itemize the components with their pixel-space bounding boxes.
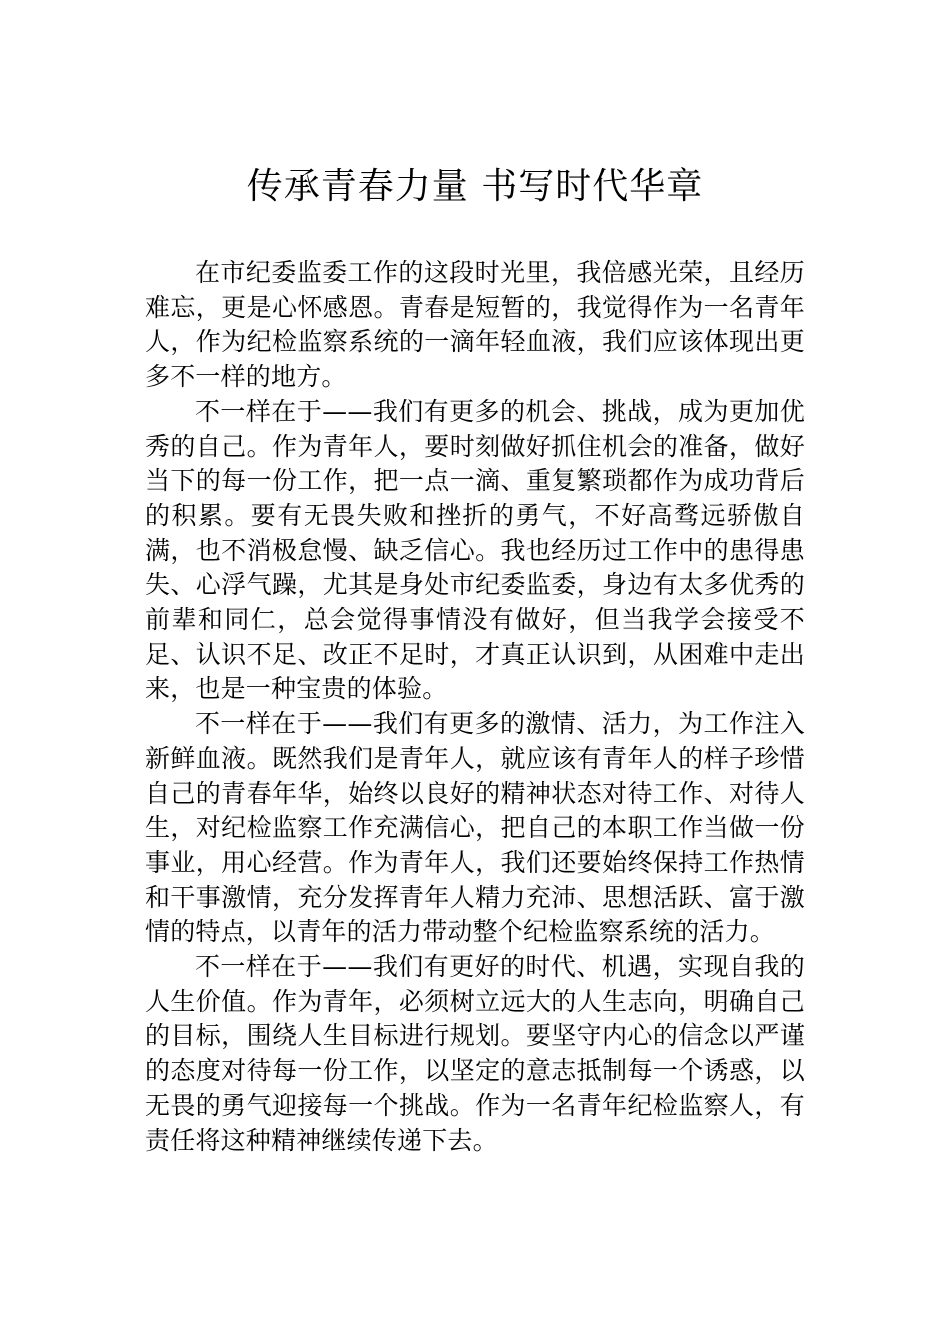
document-title: 传承青春力量 书写时代华章: [246, 166, 704, 207]
document-body: [145, 256, 805, 1158]
paragraph-4: 不一样在于——我们有更好的时代、机遇，实现自我的人生价值。作为青年，必须树立远大的人生志向，明确自己的目标，围绕人生目标进行规划。要坚守内心的信念以严谨的态度对待每一份工作，以坚定的意志抵制每一个诱惑，以无畏的勇气迎接每一个挑战。作为一名青年纪检监察人，有责任将这种精神继续传递下去。: [145, 952, 805, 1155]
paragraph-3: 不一样在于——我们有更多的激情、活力，为工作注入新鲜血液。既然我们是青年人，就应该有青年人的样子珍惜自己的青春年华，始终以良好的精神状态对待工作、对待人生，对纪检监察工作充满信心，把自己的本职工作当做一份事业，用心经营。作为青年人，我们还要始终保持工作热情和干事激情，充分发挥青年人精力充沛、思想活跃、富于激情的特点，以青年的活力带动整个纪检监察系统的活力。: [145, 709, 805, 947]
paragraph-2: 不一样在于——我们有更多的机会、挑战，成为更加优秀的自己。作为青年人，要时刻做好抓住机会的准备，做好当下的每一份工作，把一点一滴、重复繁琐都作为成功背后的积累。要有无畏失败和挫折的勇气，不好高骛远骄傲自满，也不消极怠慢、缺乏信心。我也经历过工作中的患得患失、心浮气躁，尤其是身处市纪委监委，身边有太多优秀的前辈和同仁，总会觉得事情没有做好，但当我学会接受不足、认识不足、改正不足时，才真正认识到，从困难中走出来，也是一种宝贵的体验。: [145, 396, 805, 704]
paragraph-1: 在市纪委监委工作的这段时光里，我倍感光荣，且经历难忘，更是心怀感恩。青春是短暂的，我觉得作为一名青年人，作为纪检监察系统的一滴年轻血液，我们应该体现出更多不一样的地方。: [145, 258, 805, 392]
